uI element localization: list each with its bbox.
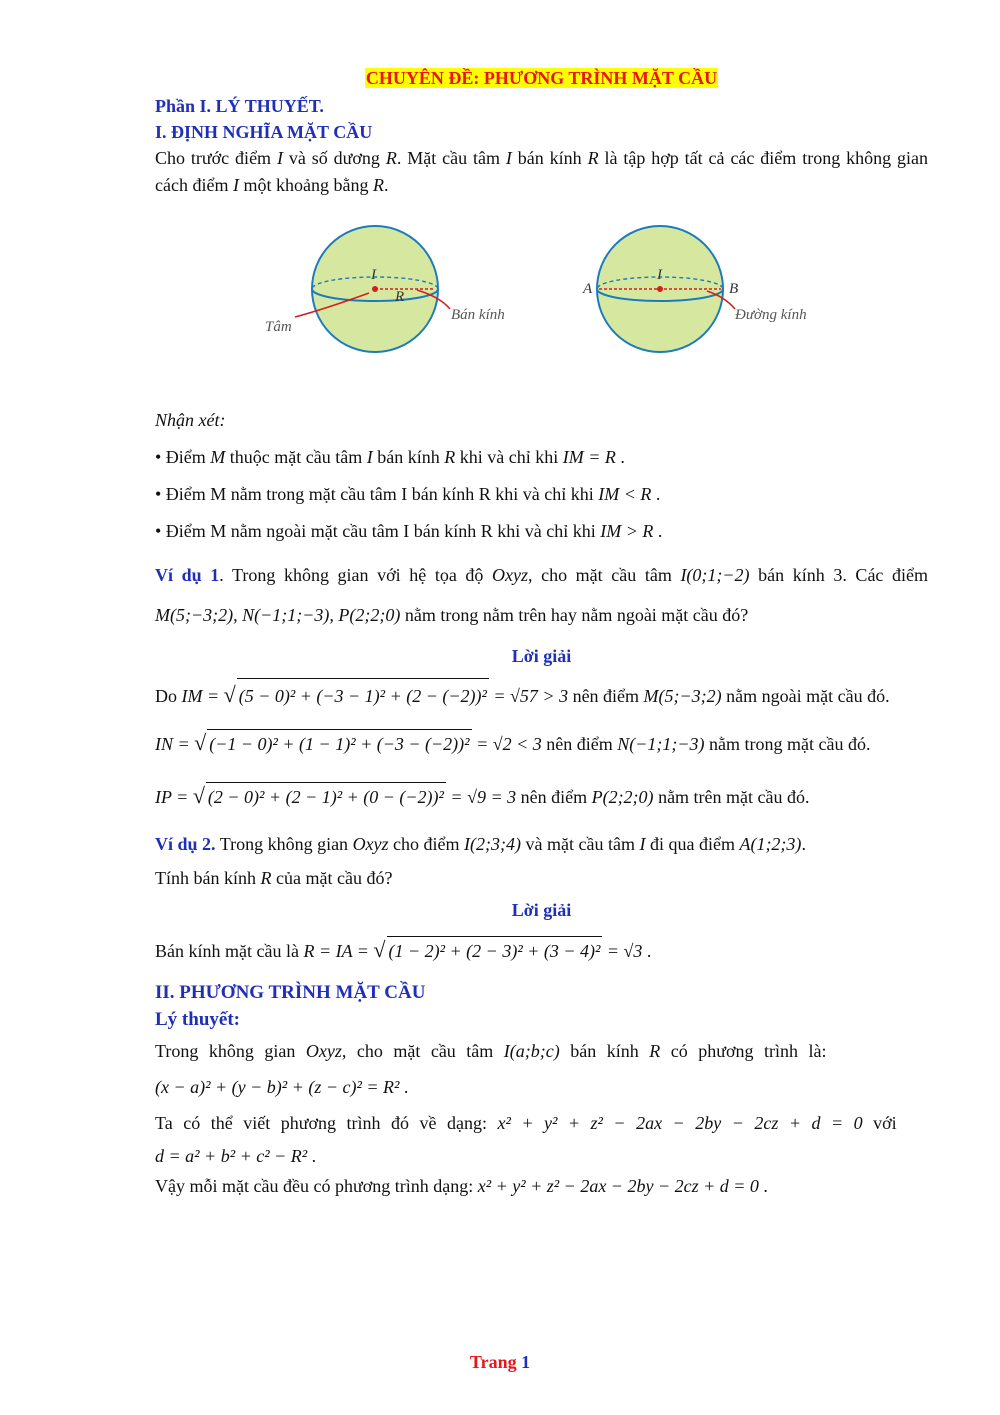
- label-duong-kinh: Đường kính: [735, 307, 807, 323]
- example-2: Ví dụ 2. Trong không gian Oxyz cho điểm I(2;3;4) và mặt cầu tâm I đi qua điểm A(1;2;3). Tính bán kính R của mặt cầu đó?: [155, 834, 806, 888]
- label-R: R: [395, 289, 405, 305]
- example-1: Ví dụ 1. Trong không gian với hệ tọa độ Oxyz, cho mặt cầu tâm I(0;1;−2) bán kính 3. Các điểm M(5;−3;2), N(−1;1;−3), P(2;2;0) nằm trong nằm trên hay nằm ngoài mặt cầu đó?: [155, 565, 929, 625]
- standard-equation: (x − a)² + (y − b)² + (z − c)² = R² .: [155, 1077, 409, 1097]
- label-I-right: I: [657, 267, 662, 283]
- solution-1-line-3: IP = √ (2 − 0)² + (2 − 1)² + (0 − (−2))² = √9 = 3 nên điểm P(2;2;0) nằm trên mặt cầu đó.: [155, 782, 928, 811]
- equation-intro: Trong không gian Oxyz, cho mặt cầu tâm I(a;b;c) bán kính R có phương trình là:: [155, 1041, 827, 1061]
- sphere-diagrams: [155, 219, 928, 379]
- section-heading-2: II. PHƯƠNG TRÌNH MẶT CẦU: [155, 982, 426, 1003]
- footer-label: Trang: [469, 1352, 522, 1372]
- bullet-3: • Điểm M nằm ngoài mặt cầu tâm I bán kính R khi và chỉ khi IM > R .: [155, 521, 663, 541]
- d-definition: d = a² + b² + c² − R² .: [155, 1146, 317, 1166]
- ly-thuyet-heading: Lý thuyết:: [155, 1009, 240, 1030]
- general-form-line: Ta có thể viết phương trình đó về dạng: x² + y² + z² − 2ax − 2by − 2cz + d = 0 với: [155, 1113, 897, 1133]
- solution-1-line-2: IN = √ (−1 − 0)² + (1 − 1)² + (−3 − (−2))² = √2 < 3 nên điểm N(−1;1;−3) nằm trong mặt cầu đó.: [155, 729, 928, 758]
- part-heading: Phần I. LÝ THUYẾT.: [155, 96, 324, 116]
- page-number: 1: [521, 1352, 531, 1372]
- nhan-xet: Nhận xét:: [155, 410, 226, 430]
- document-title: CHUYÊN ĐỀ: PHƯƠNG TRÌNH MẶT CẦU: [365, 68, 718, 88]
- label-B: B: [729, 281, 739, 297]
- bullet-2: • Điểm M nằm trong mặt cầu tâm I bán kính R khi và chỉ khi IM < R .: [155, 484, 661, 504]
- label-A: A: [583, 281, 593, 297]
- definition-paragraph: Cho trước điểm I và số dương R. Mặt cầu tâm I bán kính R là tập hợp tất cả các điểm trong không gian cách điểm I một khoảng bằng R.: [155, 148, 928, 195]
- label-tam: Tâm: [265, 319, 292, 335]
- solution-2: Bán kính mặt cầu là R = IA = √ (1 − 2)² + (2 − 3)² + (3 − 4)² = √3 .: [155, 936, 928, 965]
- label-ban-kinh: Bán kính: [451, 307, 505, 323]
- conclusion-line: Vậy mỗi mặt cầu đều có phương trình dạng: x² + y² + z² − 2ax − 2by − 2cz + d = 0 .: [155, 1176, 768, 1196]
- page-footer: [0, 1352, 1000, 1373]
- sphere-figure: [155, 219, 928, 379]
- bullet-1: • Điểm M thuộc mặt cầu tâm I bán kính R khi và chỉ khi IM = R .: [155, 447, 625, 467]
- page: [155, 68, 928, 1201]
- loi-giai-2: Lời giải: [511, 900, 572, 920]
- label-I-left: I: [371, 267, 376, 283]
- loi-giai-1: Lời giải: [511, 646, 572, 666]
- section-heading-1: I. ĐỊNH NGHĨA MẶT CẦU: [155, 122, 373, 142]
- solution-1-line-1: Do IM = √ (5 − 0)² + (−3 − 1)² + (2 − (−2))² = √57 > 3 nên điểm M(5;−3;2) nằm ngoài mặt cầu đó.: [155, 678, 928, 713]
